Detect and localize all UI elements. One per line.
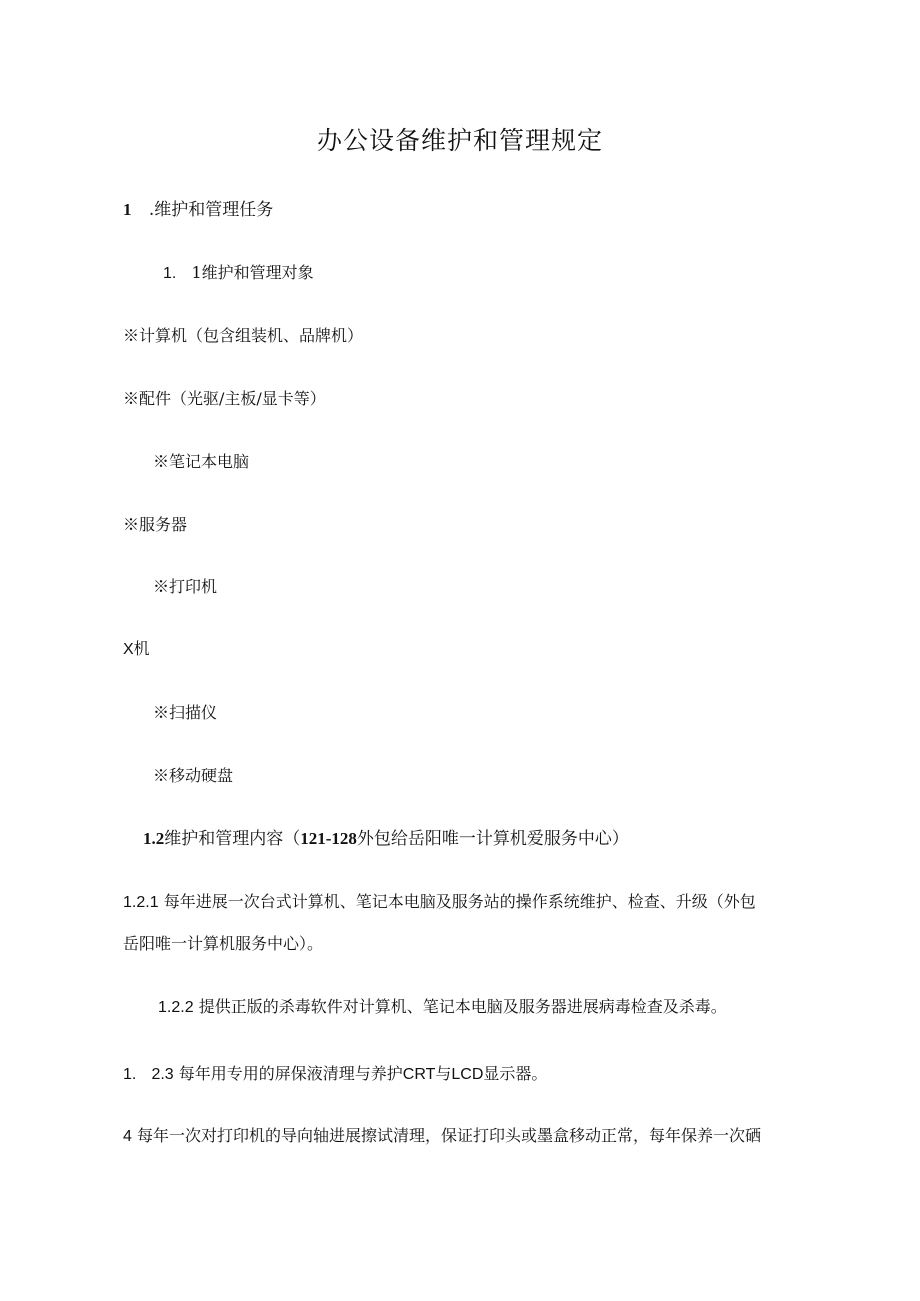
paragraph-1-2-1-line-1: [123, 892, 756, 913]
paragraph-number: 2.3: [151, 1066, 174, 1083]
subsection-title: 1维护和管理对象: [191, 263, 314, 282]
subsection-title-part: 外包给岳阳唯一计算机爱服务中心）: [356, 829, 629, 849]
list-item: ※打印机: [153, 577, 218, 596]
document-title: 办公设备维护和管理规定: [316, 126, 603, 155]
paragraph-text: 显示器。: [483, 1064, 548, 1083]
paragraph-number: 1.: [123, 1066, 137, 1083]
paragraph-text: 提供正版的杀毒软件对计算机、笔记本电脑及服务器进展病毒检查及杀毒。: [198, 997, 727, 1016]
section-1-heading: [123, 200, 273, 220]
section-title: .维护和管理任务: [148, 200, 274, 220]
paragraph-text: 每年一次对打印机的导向轴进展擦试清理，保证打印头或墨盒移动正常，每年保养一次硒: [137, 1126, 762, 1145]
item-range: 121-128: [300, 829, 357, 848]
list-item: ※笔记本电脑: [153, 452, 250, 471]
lcd-label: LCD: [451, 1066, 484, 1083]
subsection-number: 1.2: [143, 829, 165, 848]
subsection-number: 1.: [163, 265, 177, 282]
paragraph-text: 每年用专用的屏保液清理与养护: [178, 1064, 403, 1083]
paragraph-number: 4: [123, 1128, 132, 1145]
list-item: ※计算机（包含组装机、品牌机）: [123, 326, 364, 345]
paragraph-number: 1.2.2: [158, 999, 194, 1016]
paragraph-text: 与: [435, 1064, 452, 1083]
list-item: ※配件（光驱/主板/显卡等）: [123, 389, 326, 408]
list-item: ※服务器: [123, 515, 188, 534]
crt-label: CRT: [402, 1066, 436, 1083]
list-item: ※扫描仪: [153, 703, 218, 722]
paragraph-1-2-1-line-2: 岳阳唯一计算机服务中心）。: [123, 934, 324, 953]
paragraph-1-2-2: [158, 997, 727, 1018]
list-item: ※移动硬盘: [153, 766, 234, 785]
section-number: 1: [123, 200, 132, 219]
paragraph-text: 每年进展一次台式计算机、笔记本电脑及服务站的操作系统维护、检查、升级（外包: [163, 892, 756, 911]
paragraph-1-2-3: [123, 1064, 547, 1085]
subsection-title-part: 维护和管理内容（: [164, 829, 301, 849]
list-item: X机: [123, 641, 150, 658]
paragraph-4: [123, 1126, 761, 1147]
subsection-1-2-heading: [143, 829, 629, 849]
paragraph-number: 1.2.1: [123, 894, 159, 911]
subsection-1-1-heading: [163, 263, 314, 284]
